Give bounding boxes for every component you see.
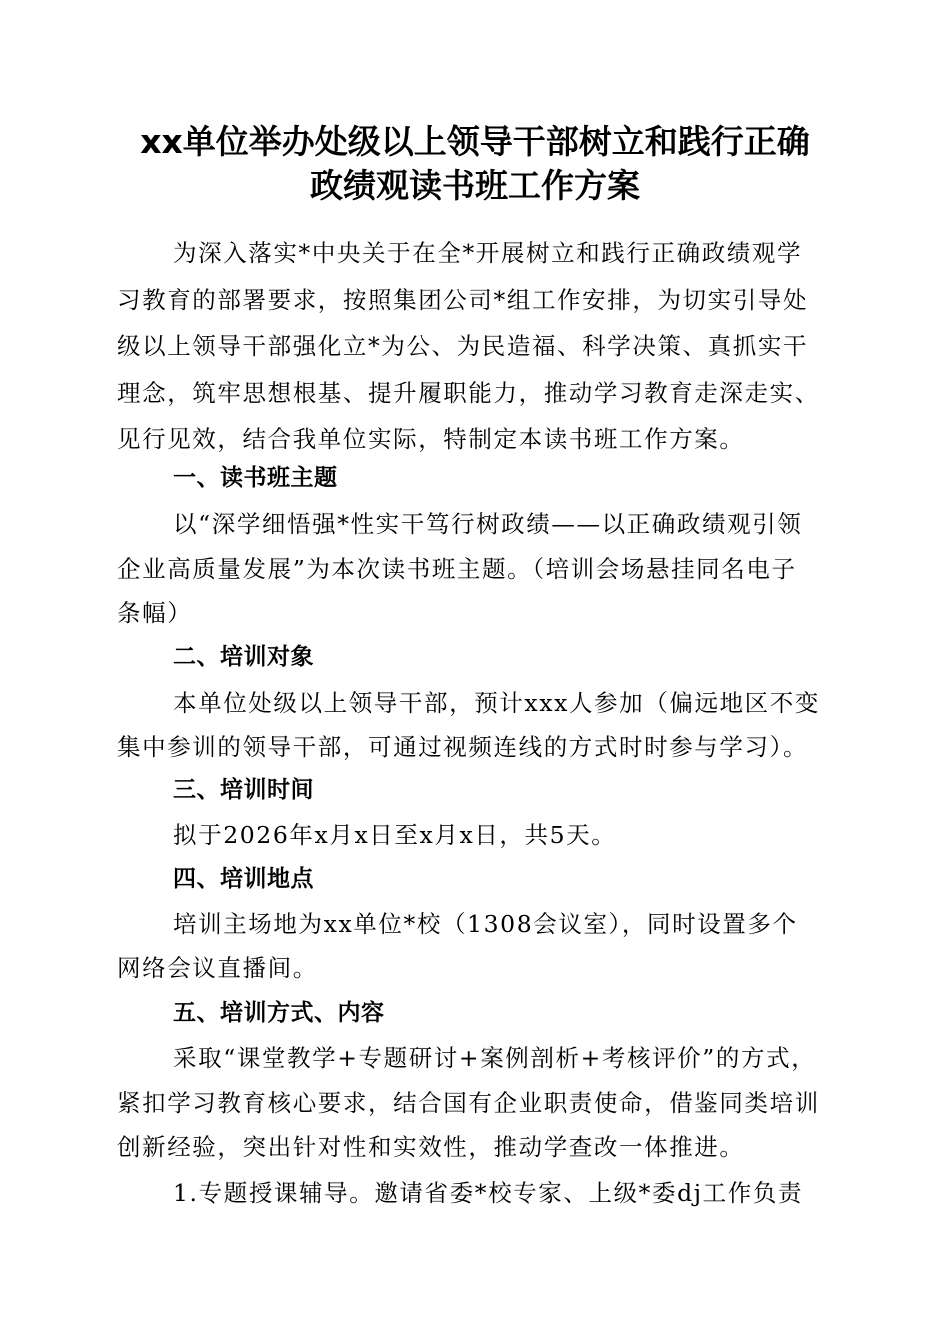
section-1-line: 条幅） (117, 599, 193, 627)
section-1-heading: 一、读书班主题 (173, 465, 338, 491)
section-2-line: 集中参训的领导干部，可通过视频连线的方式时时参与学习）。 (117, 733, 809, 761)
intro-line: 见行见效，结合我单位实际，特制定本读书班工作方案。 (117, 425, 745, 453)
section-1-line: 企业高质量发展”为本次读书班主题。（培训会场悬挂同名电子 (117, 555, 797, 583)
document-title-line-1: xx单位举办处级以上领导干部树立和践行正确 (140, 122, 810, 161)
section-3-heading: 三、培训时间 (173, 777, 314, 803)
section-5-line: 采取“课堂教学+专题研讨+案例剖析+考核评价”的方式， (173, 1044, 817, 1072)
section-4-line: 网络会议直播间。 (117, 954, 318, 982)
section-2-heading: 二、培训对象 (173, 644, 314, 670)
section-2-line: 本单位处级以上领导干部，预计xxx人参加（偏远地区不变 (173, 689, 820, 717)
section-1-line: 以“深学细悟强*性实干笃行树政绩——以正确政绩观引领 (173, 510, 803, 538)
section-3-line: 拟于2026年x月x日至x月x日，共5天。 (173, 821, 617, 849)
intro-line: 级以上领导干部强化立*为公、为民造福、科学决策、真抓实干 (117, 332, 809, 360)
section-5-line: 创新经验，突出针对性和实效性，推动学查改一体推进。 (117, 1133, 745, 1161)
intro-line: 理念，筑牢思想根基、提升履职能力，推动学习教育走深走实、 (117, 379, 820, 407)
intro-line: 为深入落实*中央关于在全*开展树立和践行正确政绩观学 (173, 239, 803, 267)
document-title-line-2: 政绩观读书班工作方案 (310, 166, 640, 205)
intro-line: 习教育的部署要求，按照集团公司*组工作安排，为切实引导处 (117, 286, 809, 314)
section-5-line: 1.专题授课辅导。邀请省委*校专家、上级*委dj工作负责 (173, 1179, 804, 1207)
section-4-heading: 四、培训地点 (173, 866, 314, 892)
section-5-heading: 五、培训方式、内容 (173, 1000, 385, 1026)
section-5-line: 紧扣学习教育核心要求，结合国有企业职责使命，借鉴同类培训 (117, 1089, 820, 1117)
section-4-line: 培训主场地为xx单位*校（1308会议室），同时设置多个 (173, 910, 798, 938)
